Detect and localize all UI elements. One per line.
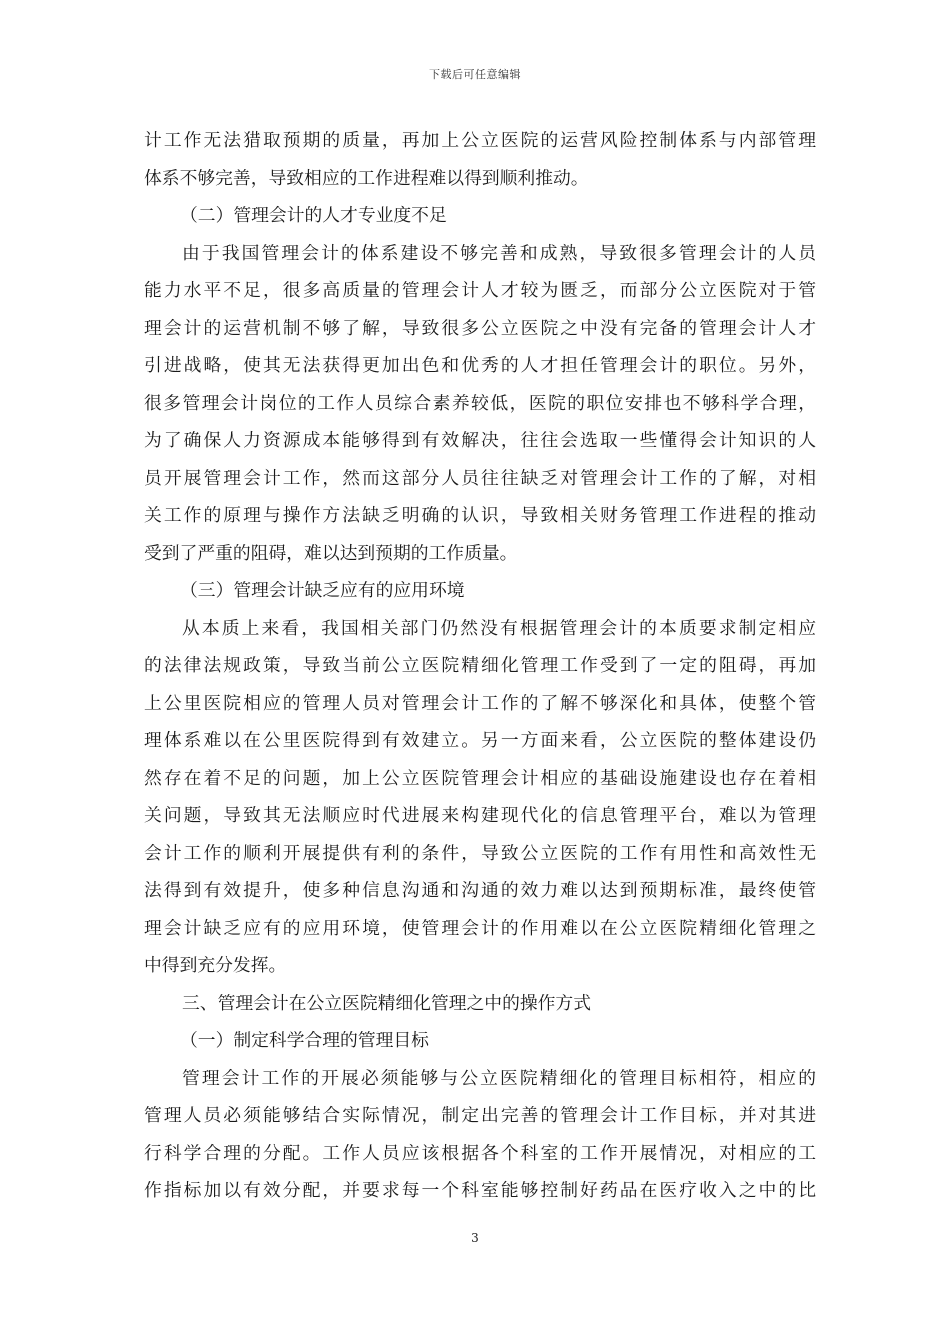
paragraph [144,1060,816,1210]
text-line: 关问题，导致其无法顺应时代进展来构建现代化的信息管理平台，难以为管理 [144,805,816,826]
text-line: 然存在着不足的问题，加上公立医院管理会计相应的基础设施建设也存在着相 [144,767,816,789]
text-line: 理会计的运营机制不够了解，导致很多公立医院之中没有完备的管理会计人才 [144,317,816,339]
paragraph [144,122,816,197]
document-body [144,122,816,1210]
text-line: 由于我国管理会计的体系建设不够完善和成熟，导致很多管理会计的人员 [182,242,816,264]
text-line: 会计工作的顺利开展提供有利的条件，导致公立医院的工作有用性和高效性无 [144,842,816,864]
text-line: 从本质上来看，我国相关部门仍然没有根据管理会计的本质要求制定相应 [182,617,816,639]
text-line: （二）管理会计的人才专业度不足 [180,205,447,226]
text-line: 计工作无法猎取预期的质量，再加上公立医院的运营风险控制体系与内部管理 [144,130,816,151]
subsection-heading [144,1022,816,1060]
text-line: 很多管理会计岗位的工作人员综合素养较低，医院的职位安排也不够科学合理， [144,392,816,414]
text-line: 管理人员必须能够结合实际情况，制定出完善的管理会计工作目标，并对其进 [144,1105,816,1126]
text-line: 关工作的原理与操作方法缺乏明确的认识，导致相关财务管理工作进程的推动 [144,505,816,526]
text-line: 能力水平不足，很多高质量的管理会计人才较为匮乏，而部分公立医院对于管 [144,280,816,301]
section-heading [144,985,816,1023]
paragraph [144,610,816,985]
text-line: 受到了严重的阻碍，难以达到预期的工作质量。 [144,542,518,564]
text-line: 为了确保人力资源成本能够得到有效解决，往往会选取一些懂得会计知识的人 [144,430,816,451]
subsection-heading [144,197,816,235]
text-line: （三）管理会计缺乏应有的应用环境 [180,580,465,601]
text-line: 理会计缺乏应有的应用环境，使管理会计的作用难以在公立医院精细化管理之 [144,917,816,939]
text-line: 引进战略，使其无法获得更加出色和优秀的人才担任管理会计的职位。另外， [144,355,816,376]
text-line: 上公里医院相应的管理人员对管理会计工作的了解不够深化和具体，使整个管 [144,692,816,714]
text-line: 管理会计工作的开展必须能够与公立医院精细化的管理目标相符，相应的 [182,1067,816,1089]
text-line: 法得到有效提升，使多种信息沟通和沟通的效力难以达到预期标准，最终使管 [144,880,816,901]
text-line: 理体系难以在公里医院得到有效建立。另一方面来看，公立医院的整体建设仍 [144,730,816,751]
text-line: 中得到充分发挥。 [144,955,287,976]
text-line: 行科学合理的分配。工作人员应该根据各个科室的工作开展情况，对相应的工 [144,1142,816,1164]
subsection-heading [144,572,816,610]
text-line: 体系不够完善，导致相应的工作进程难以得到顺利推动。 [144,167,589,189]
text-line: 员开展管理会计工作，然而这部分人员往往缺乏对管理会计工作的了解，对相 [144,467,816,489]
page-number: 3 [471,1231,479,1245]
text-line: 的法律法规政策，导致当前公立医院精细化管理工作受到了一定的阻碍，再加 [144,655,816,676]
paragraph [144,235,816,573]
text-line: 作指标加以有效分配，并要求每一个科室能够控制好药品在医疗收入之中的比 [144,1180,816,1201]
text-line: 三、管理会计在公立医院精细化管理之中的操作方式 [182,992,591,1014]
text-line: （一）制定科学合理的管理目标 [180,1030,429,1051]
page-header: 下载后可任意编辑 [429,68,521,81]
